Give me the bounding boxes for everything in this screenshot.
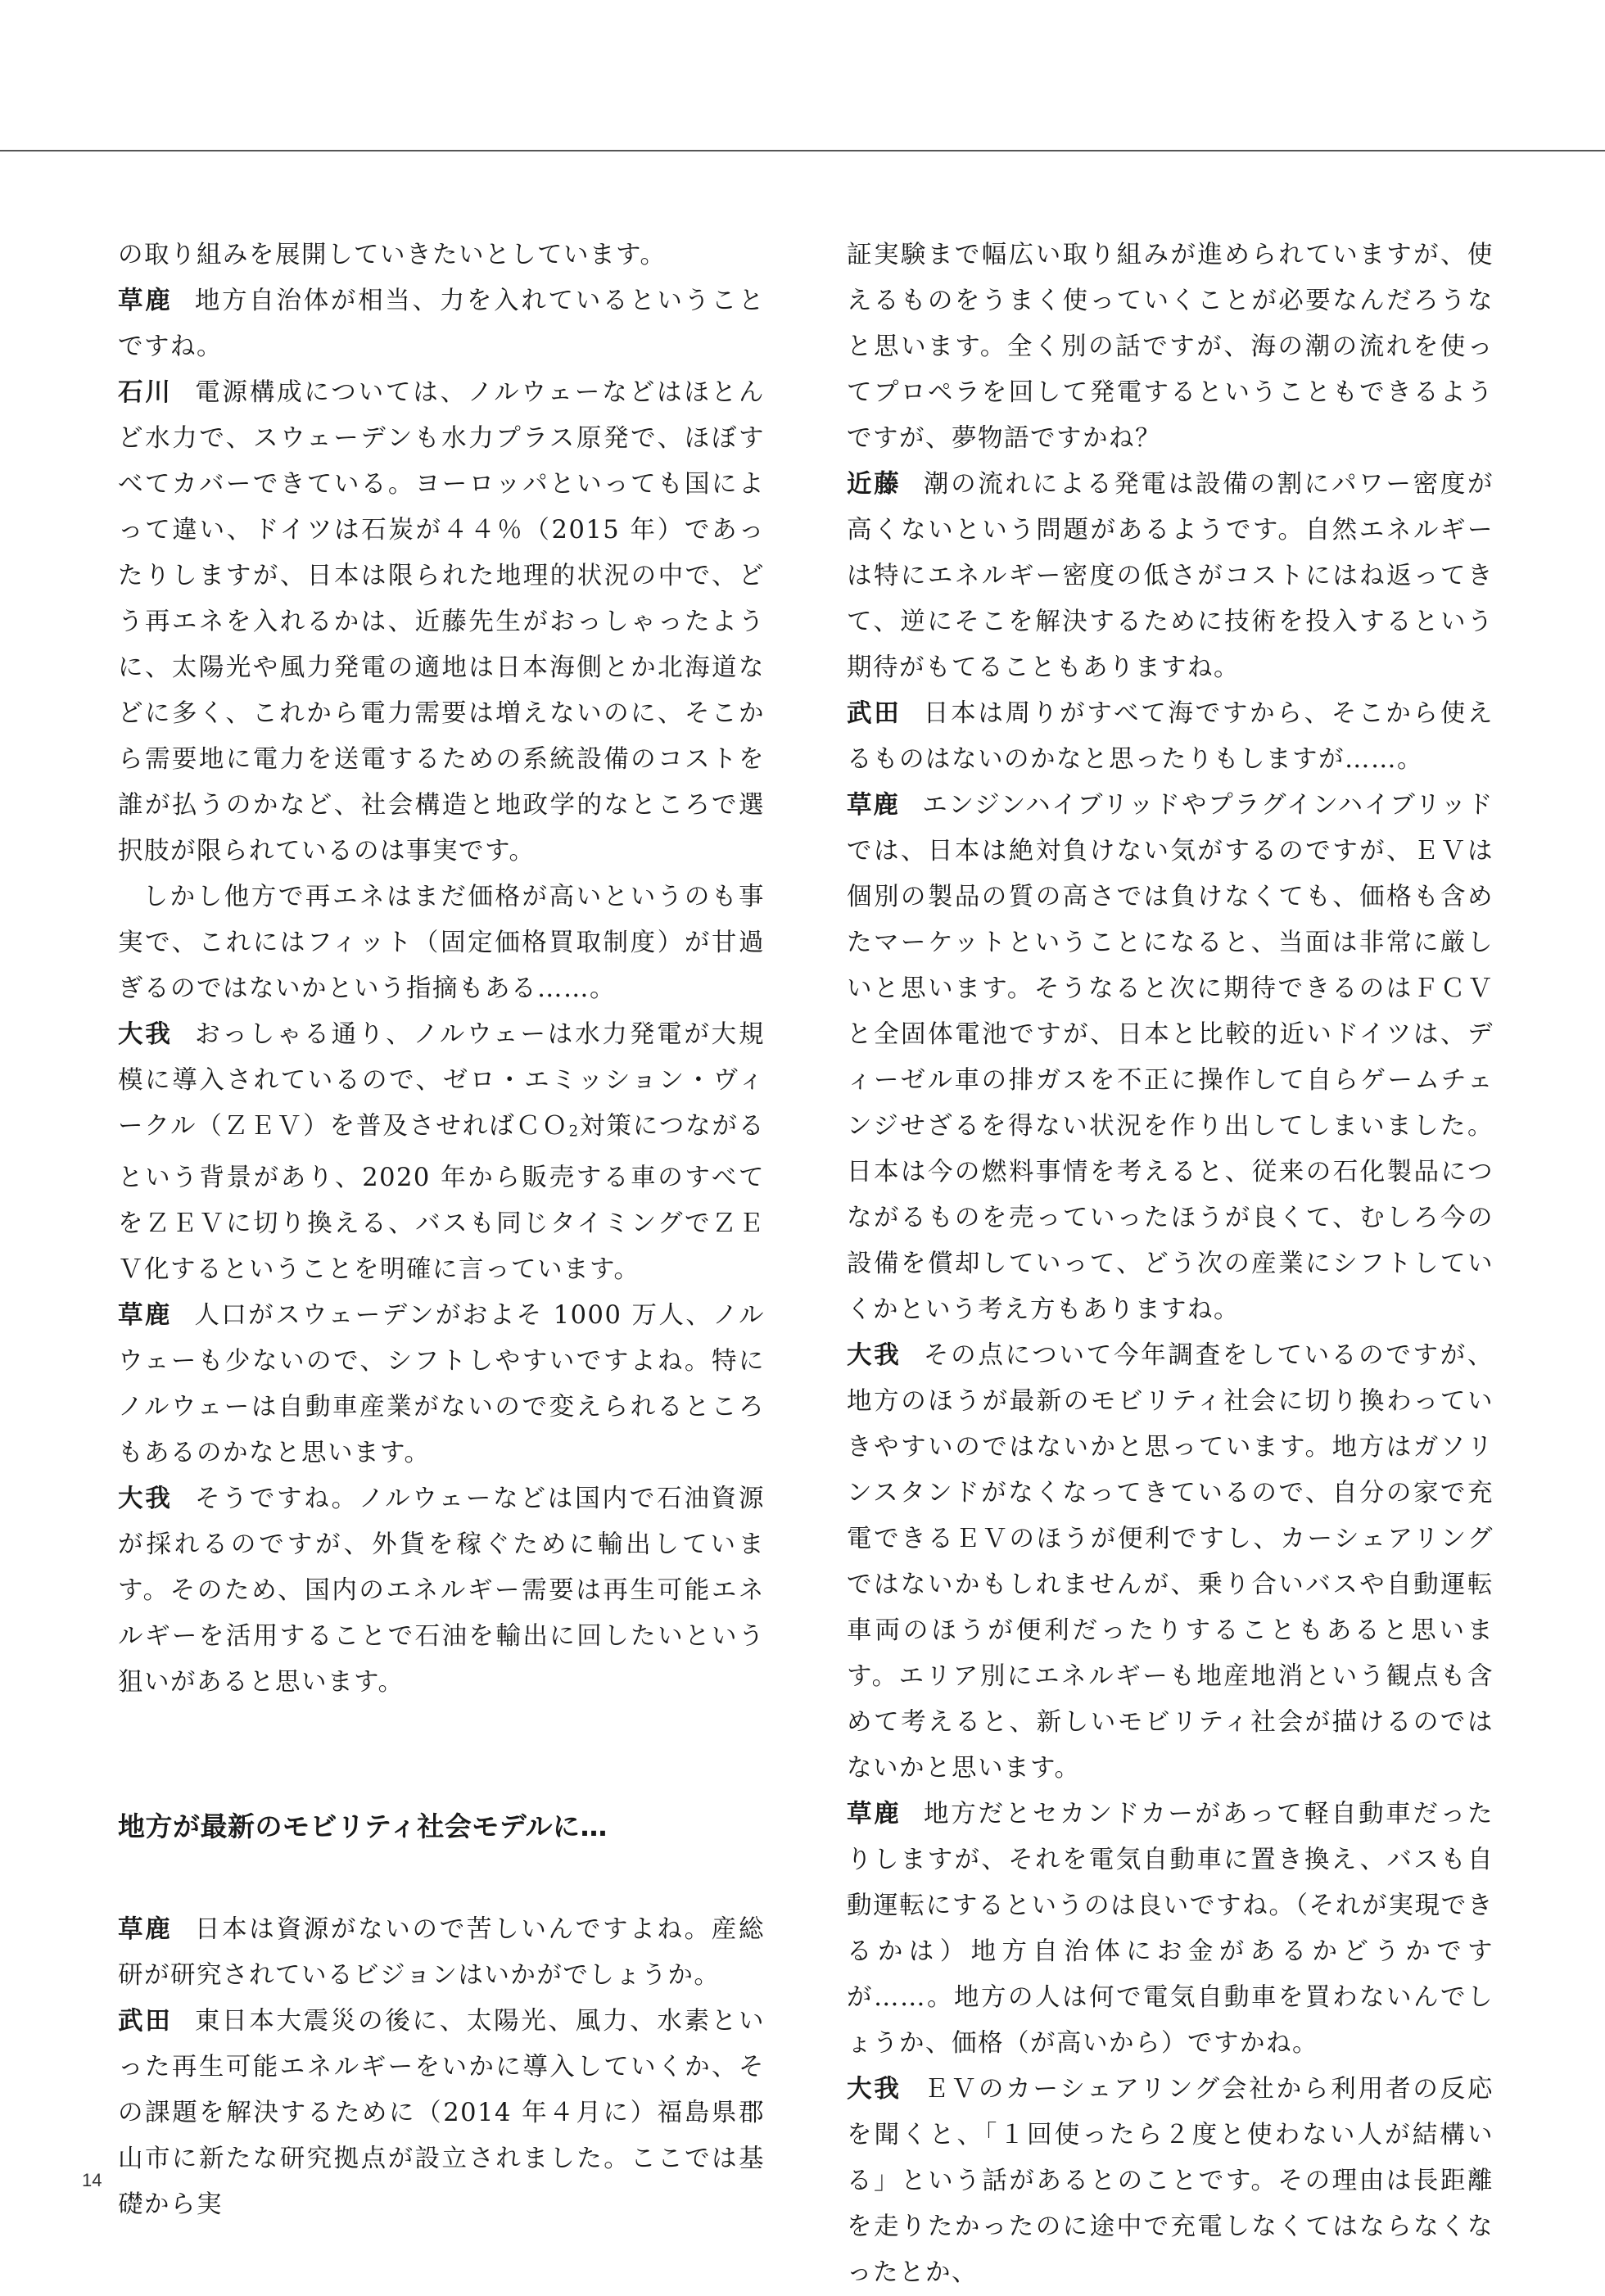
dialogue-paragraph (118, 1293, 765, 1476)
paragraph-text: おっしゃる通り、ノルウェーは水力発電が大規模に導入されているので、ゼロ・エミッション・ヴィークル（ＺＥＶ）を普及させればＣＯ (118, 1020, 766, 1141)
paragraph-text: 電源構成については、ノルウェーなどはほとんど水力で、スウェーデンも水力プラス原発で、ほぼすべてカバーできている。ヨーロッパといっても国によって違い、ドイツは石炭が４４％（2015 年）であったりしますが、日本は限られた地理的状況の中で、どう再エネを入れるかは、近藤先生がおっしゃったように、太陽光や風力発電の適地は日本海側とか北海道などに多く、これから電力需要は増えないのに、そこから需要地に電力を送電するための系統設備のコストを誰が払うのかなど、社会構造と地政学的なところで選択肢が限られているのは事実です。 (118, 378, 766, 866)
paragraph-text: の取り組みを展開していきたいとしています。 (118, 241, 667, 269)
paragraph-text: 地方だとセカンドカーがあって軽自動車だったりしますが、それを電気自動車に置き換え、バスも自動運転にするというのは良いですね。（それが実現できるかは）地方自治体にお金があるかどうかですが……。地方の人は何で電気自動車を買わないんでしょうか、価格（が高いから）ですかね。 (847, 1800, 1494, 2058)
dialogue-paragraph (118, 1476, 765, 1706)
dialogue-paragraph (847, 1792, 1494, 2067)
speaker-name: 草鹿 (847, 1800, 902, 1828)
paragraph-text: 証実験まで幅広い取り組みが進められていますが、使えるものをうまく使っていくことが必要なんだろうなと思います。全く別の話ですが、海の潮の流れを使ってプロペラを回して発電するということもできるようですが、夢物語ですかね？ (847, 241, 1494, 453)
section-heading: 地方が最新のモビリティ社会モデルに… (118, 1810, 608, 1842)
dialogue-paragraph (847, 691, 1494, 783)
dialogue-paragraph (118, 1012, 765, 1293)
subscript: 2 (568, 1123, 580, 1141)
speaker-name: 石川 (118, 378, 173, 407)
paragraph (118, 233, 765, 278)
speaker-name: 大我 (847, 1341, 902, 1370)
paragraph-text: ＥＶのカーシェアリング会社から利用者の反応を聞くと、「１回使ったら２度と使わない人が結構いる」という話があるとのことです。その理由は長距離を走りたかったのに途中で充電しなくてはならなくなったとか、 (847, 2075, 1494, 2287)
dialogue-paragraph (847, 2067, 1494, 2296)
paragraph-text: 地方自治体が相当、力を入れているということですね。 (118, 287, 766, 361)
paragraph-text: そうですね。ノルウェーなどは国内で石油資源が採れるのですが、外貨を稼ぐために輸出しています。そのため、国内のエネルギー需要は再生可能エネルギーを活用することで石油を輸出に回したいという狙いがあると思います。 (118, 1484, 766, 1697)
speaker-name: 大我 (847, 2075, 902, 2104)
paragraph (118, 875, 765, 1012)
paragraph-text: エンジンハイブリッドやプラグインハイブリッドでは、日本は絶対負けない気がするのですが、ＥＶは個別の製品の質の高さでは負けなくても、価格も含めたマーケットということになると、当面は非常に厳しいと思います。そうなると次に期待できるのはＦＣＶと全固体電池ですが、日本と比較的近いドイツは、ディーゼル車の排ガスを不正に操作して自らゲームチェンジせざるを得ない状況を作り出してしまいました。日本は今の燃料事情を考えると、従来の石化製品につながるものを売っていったほうが良くて、むしろ今の設備を償却していって、どう次の産業にシフトしていくかという考え方もありますね。 (847, 791, 1494, 1324)
paragraph (847, 233, 1494, 462)
dialogue-paragraph (118, 1999, 765, 2228)
paragraph-text: 対策につながるという背景があり、2020 年から販売する車のすべてをＺＥＶに切り換える、バスも同じタイミングでＺＥＶ化するということを明確に言っています。 (118, 1112, 765, 1284)
paragraph-text: 東日本大震災の後に、太陽光、風力、水素といった再生可能エネルギーをいかに導入していくか、その課題を解決するために（2014 年４月に）福島県郡山市に新たな研究拠点が設立されました。ここでは基礎から実 (118, 2006, 766, 2219)
paragraph-text: しかし他方で再エネはまだ価格が高いというのも事実で、これにはフィット（固定価格買取制度）が甘過ぎるのではないかという指摘もある……。 (118, 883, 765, 1003)
header-rule (0, 150, 1605, 151)
speaker-name: 大我 (118, 1484, 173, 1513)
dialogue-paragraph (847, 1333, 1494, 1792)
speaker-name: 草鹿 (118, 1300, 172, 1330)
speaker-name: 大我 (118, 1020, 173, 1049)
page-number: 14 (82, 2170, 102, 2190)
speaker-name: 近藤 (847, 470, 902, 499)
speaker-name: 武田 (847, 699, 902, 728)
left-column (118, 233, 765, 2228)
dialogue-paragraph (118, 370, 765, 875)
right-column (847, 233, 1494, 2296)
speaker-name: 草鹿 (118, 1914, 173, 1944)
paragraph-text: 人口がスウェーデンがおよそ 1000 万人、ノルウェーも少ないので、シフトしやすいですよね。特にノルウェーは自動車産業がないので変えられるところもあるのかなと思います。 (118, 1300, 765, 1467)
speaker-name: 草鹿 (118, 287, 173, 315)
dialogue-paragraph (847, 783, 1494, 1333)
dialogue-paragraph (118, 278, 765, 370)
paragraph-text: 日本は資源がないので苦しいんですよね。産総研が研究されているビジョンはいかがでしょうか。 (118, 1914, 766, 1990)
paragraph-text: 潮の流れによる発電は設備の割にパワー密度が高くないという問題があるようです。自然エネルギーは特にエネルギー密度の低さがコストにはね返ってきて、逆にそこを解決するために技術を投入するという期待がもてることもありますね。 (847, 470, 1494, 682)
dialogue-paragraph (847, 462, 1494, 691)
speaker-name: 武田 (118, 2006, 173, 2036)
speaker-name: 草鹿 (847, 791, 900, 820)
paragraph-text: その点について今年調査をしているのですが、地方のほうが最新のモビリティ社会に切り換わっていきやすいのではないかと思っています。地方はガソリンスタンドがなくなってきているので、自分の家で充電できるＥＶのほうが便利ですし、カーシェアリングではないかもしれませんが、乗り合いバスや自動運転車両のほうが便利だったりすることもあると思います。エリア別にエネルギーも地産地消という観点も含めて考えると、新しいモビリティ社会が描けるのではないかと思います。 (847, 1341, 1494, 1783)
paragraph-text: 日本は周りがすべて海ですから、そこから使えるものはないのかなと思ったりもしますが……。 (847, 699, 1494, 774)
dialogue-paragraph (118, 1907, 765, 1999)
